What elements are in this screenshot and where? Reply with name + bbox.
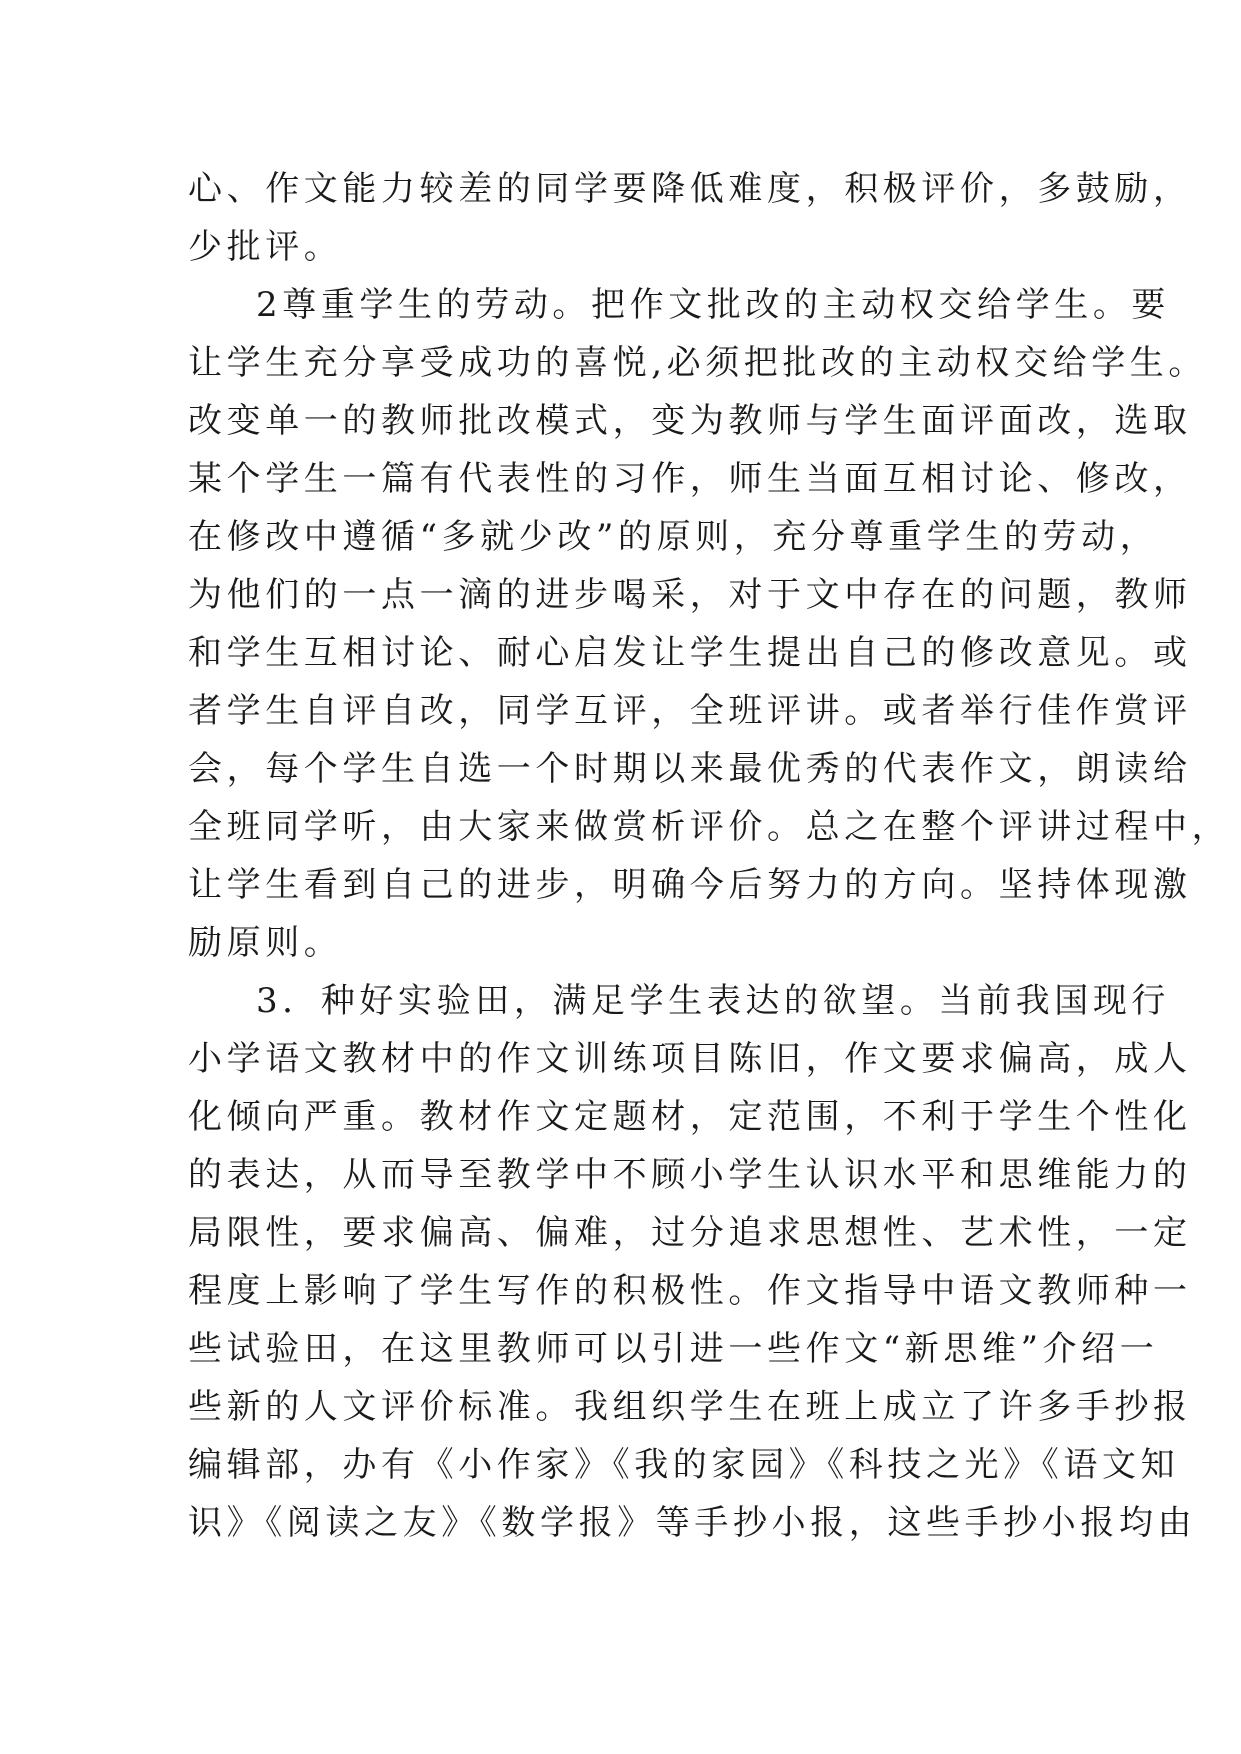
body-text [188,160,1231,1552]
text-line: 局限性，要求偏高、偏难，过分追求思想性、艺术性，一定 [188,1213,1192,1253]
text-line: 让学生看到自己的进步，明确今后努力的方向。坚持体现激 [188,865,1192,905]
text-line: 些新的人文评价标准。我组织学生在班上成立了许多手抄报 [188,1387,1192,1427]
text-line: 改变单一的教师批改模式，变为教师与学生面评面改，选取 [188,401,1192,441]
text-line: 某个学生一篇有代表性的习作，师生当面互相讨论、修改， [188,459,1192,499]
text-line: 程度上影响了学生写作的积极性。作文指导中语文教师种一 [188,1271,1192,1311]
text-line: 心、作文能力较差的同学要降低难度，积极评价，多鼓励， [188,169,1192,209]
text-line: 些试验田，在这里教师可以引进一些作文“新思维”介绍一 [188,1329,1159,1369]
text-line: 全班同学听，由大家来做赏析评价。总之在整个评讲过程中， [188,807,1231,847]
paragraph-start-line: 2尊重学生的劳动。把作文批改的主动权交给学生。要 [256,285,1171,325]
text-line: 识》《阅读之友》《数学报》等手抄小报，这些手抄小报均由 [188,1503,1197,1543]
text-line: 和学生互相讨论、耐心启发让学生提出自己的修改意见。或 [188,633,1192,673]
text-line: 的表达，从而导至教学中不顾小学生认识水平和思维能力的 [188,1155,1192,1195]
text-line: 励原则。 [188,923,343,963]
text-line: 者学生自评自改，同学互评，全班评讲。或者举行佳作赏评 [188,691,1192,731]
text-line: 为他们的一点一滴的进步喝采，对于文中存在的问题，教师 [188,575,1192,615]
paragraph-start-line: 3．种好实验田，满足学生表达的欲望。当前我国现行 [256,981,1171,1021]
text-line: 化倾向严重。教材作文定题材，定范围，不利于学生个性化 [188,1097,1192,1137]
text-line: 少批评。 [188,227,343,267]
text-line: 编辑部，办有《小作家》《我的家园》《科技之光》《语文知 [188,1445,1180,1485]
text-line: 让学生充分享受成功的喜悦,必须把批改的主动权交给学生。 [188,343,1208,383]
text-line: 会，每个学生自选一个时期以来最优秀的代表作文，朗读给 [188,749,1192,789]
text-line: 小学语文教材中的作文训练项目陈旧，作文要求偏高，成人 [188,1039,1192,1079]
text-line: 在修改中遵循“多就少改”的原则，充分尊重学生的劳动， [188,517,1159,557]
